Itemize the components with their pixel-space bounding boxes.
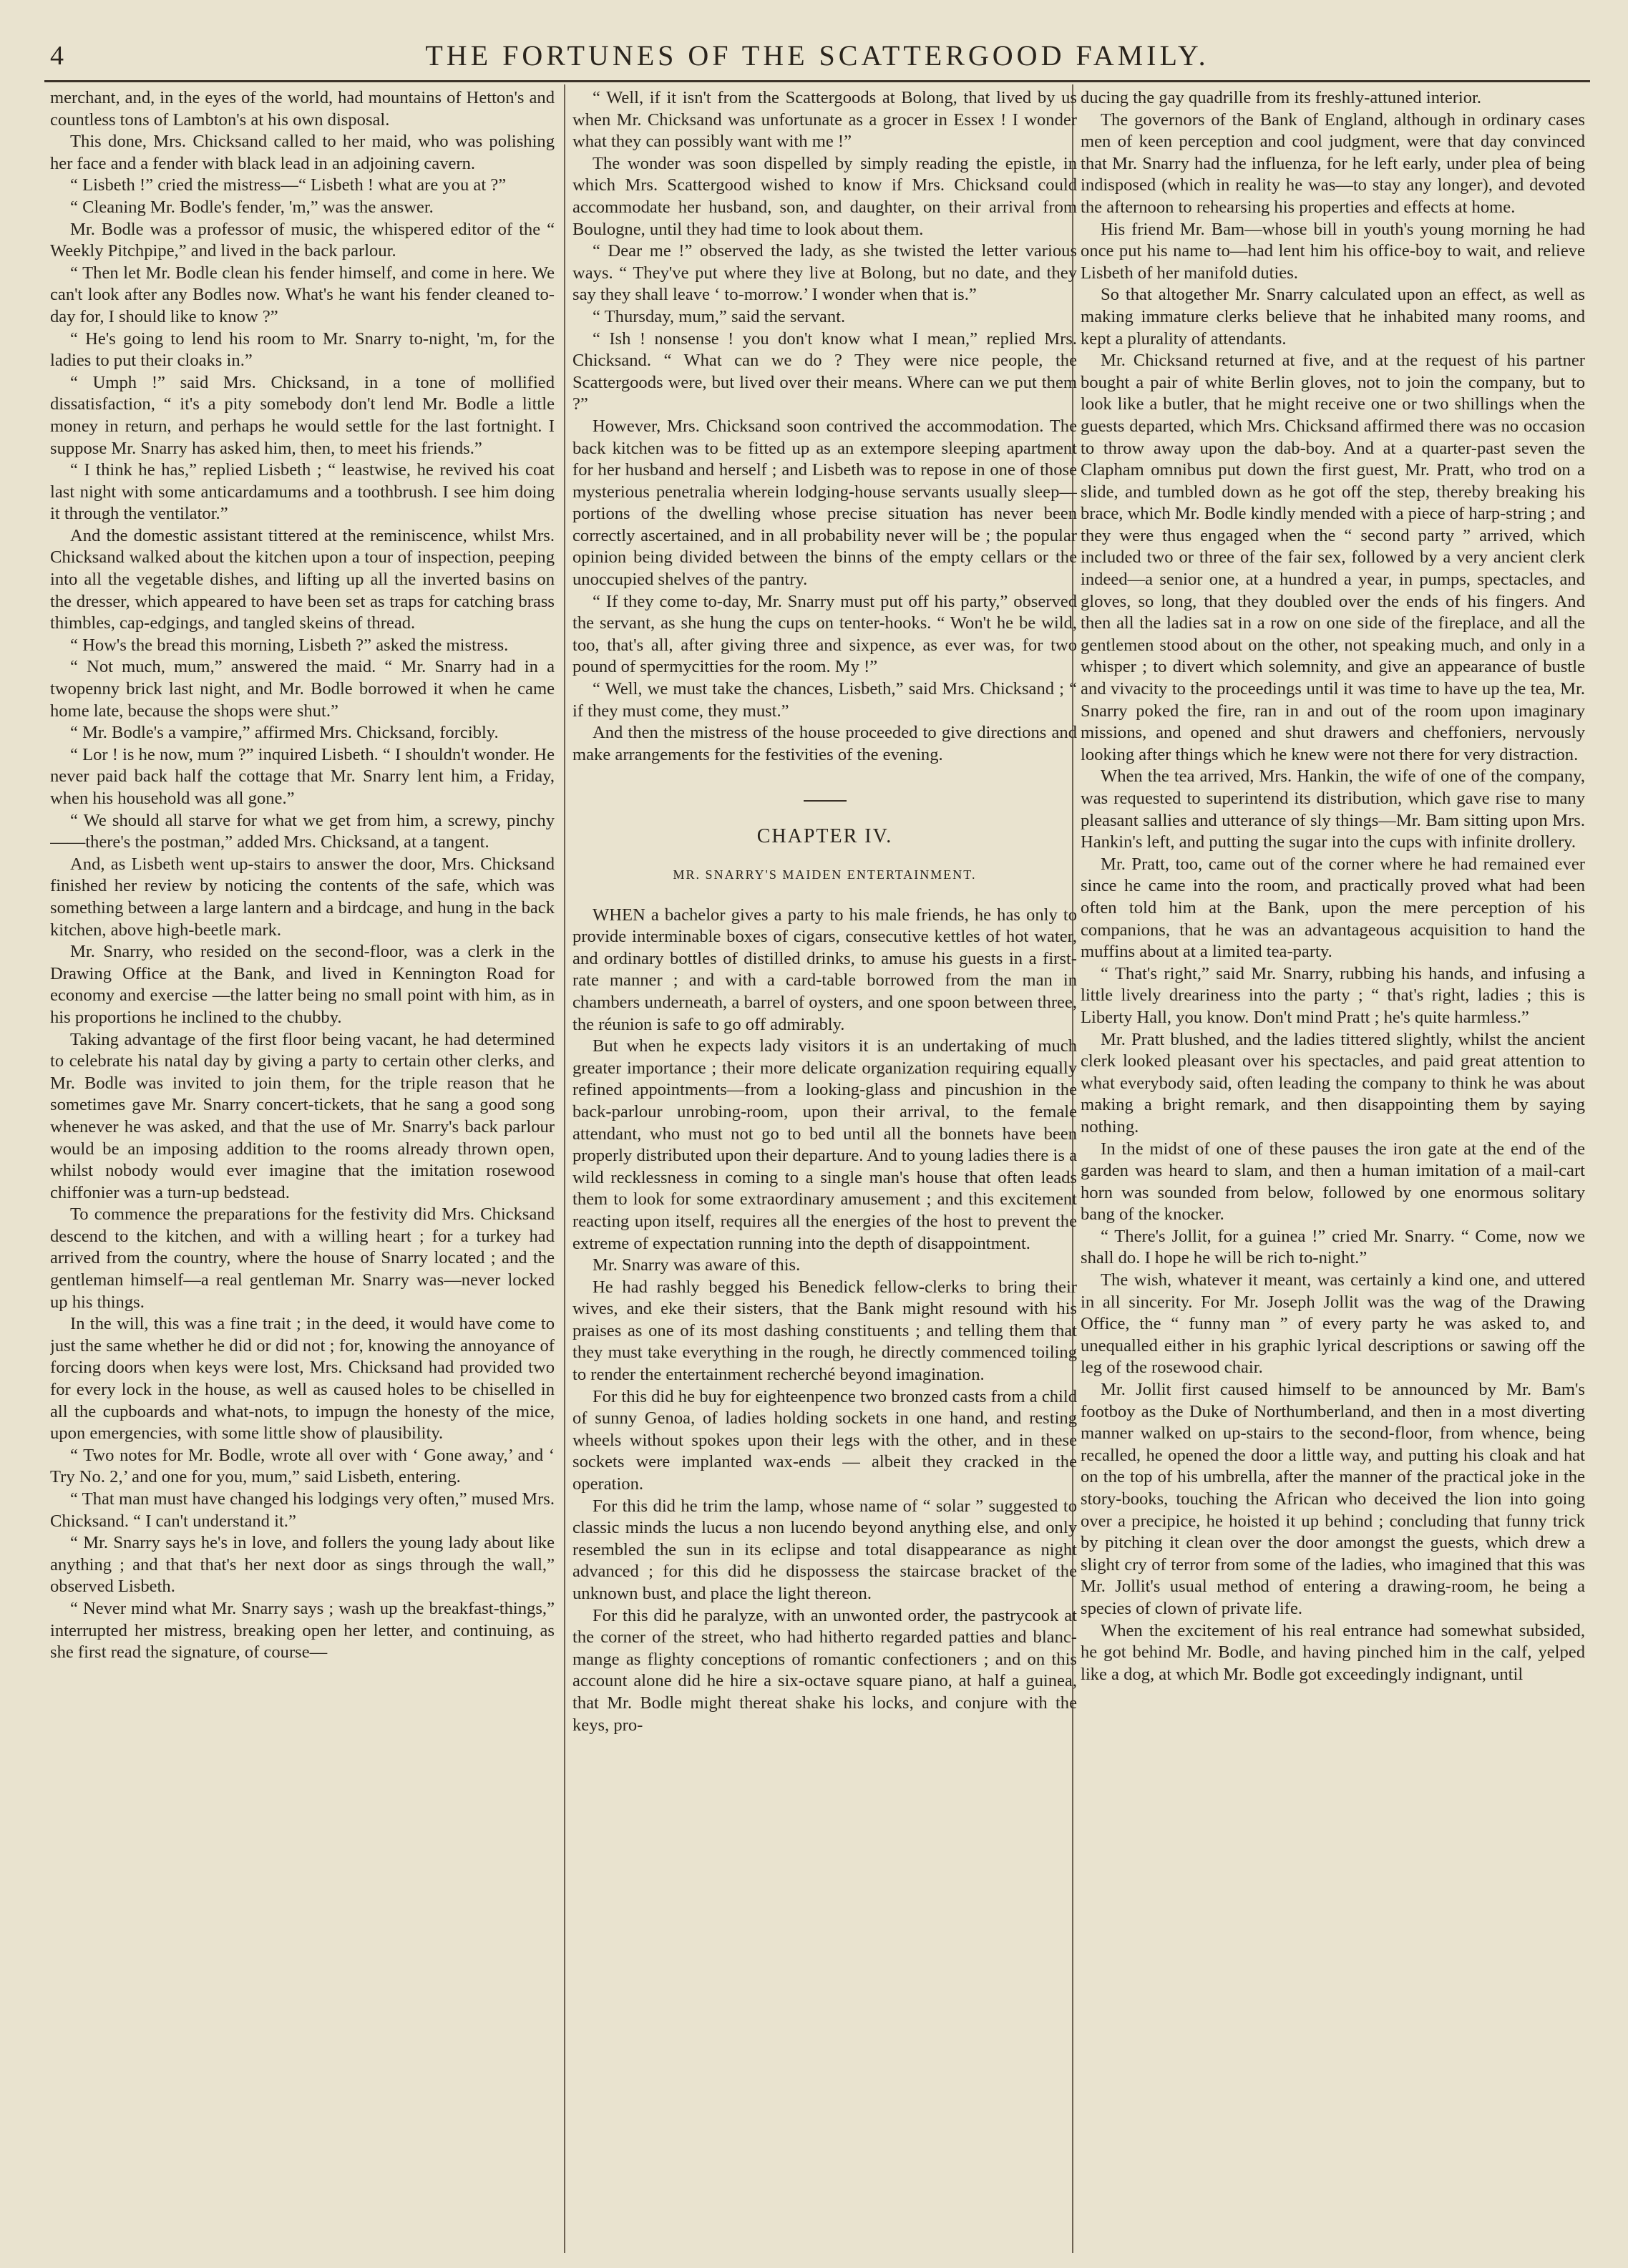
paragraph: Mr. Snarry was aware of this.	[593, 1255, 801, 1275]
column-rule	[564, 84, 565, 2253]
page-number: 4	[50, 41, 64, 71]
paragraph: However, Mrs. Chicksand soon contrived the accommodation. The back kitchen was to be fitted up as an extempore sleeping apartment for her husband and herself ; and Lisbeth was to repose in one of those mysterious penetralia wherein lodging-house servants usually sleep—portions of the dwelling whose precise situation has never been correctly ascertained, and in all probability never will be ; the popular opinion being divided between the binns of the empty cellars or the unoccupied shelves of the pantry.	[572, 416, 1077, 590]
paragraph: “ Then let Mr. Bodle clean his fender himself, and come in here. We can't look after any Bodles now. What's he want his fender cleaned to-day for, I should like to know ?”	[50, 263, 555, 326]
paragraph: Mr. Pratt blushed, and the ladies tittered slightly, whilst the ancient clerk looked pleasant over his spectacles, and paid great attention to what everybody said, often leading the company to think he was about making a bright remark, and then disappointing them by saying nothing.	[1081, 1029, 1585, 1137]
paragraph: “ That man must have changed his lodgings very often,” mused Mrs. Chicksand. “ I can't understand it.”	[50, 1489, 555, 1531]
paragraph: And, as Lisbeth went up-stairs to answer the door, Mrs. Chicksand finished her review by noticing the contents of the safe, which was something between a large lantern and a birdcage, and hung in the back kitchen, above high-beetle mark.	[50, 854, 555, 940]
paragraph: He had rashly begged his Benedick fellow-clerks to bring their wives, and eke their sisters, that the Bank might resound with his praises as one of its most dashing constituents ; and telling them that they must take everything in the rough, he directly commenced toiling to render the entertainment recherché beyond imagination.	[572, 1277, 1077, 1385]
paragraph: “ Mr. Bodle's a vampire,” affirmed Mrs. Chicksand, forcibly.	[70, 723, 499, 743]
paragraph: So that altogether Mr. Snarry calculated upon an effect, as well as making immature clerks believe that he inhabited many rooms, and kept a plurality of attendants.	[1081, 285, 1585, 349]
paragraph: In the will, this was a fine trait ; in the deed, it would have come to just the same whether he did or did not ; for, knowing the annoyance of forcing doors when keys were lost, Mrs. Chicksand had provided two for every lock in the house, as well as caused holes to be chiselled in all the cupboards and what-nots, to impugn the honesty of the mice, upon emergencies, with some little show of plausibility.	[50, 1314, 555, 1444]
paragraph: And then the mistress of the house proceeded to give directions and make arrangements for the festivities of the evening.	[572, 723, 1077, 764]
chapter-subtitle: MR. SNARRY'S MAIDEN ENTERTAINMENT.	[673, 867, 977, 882]
paragraph: “ He's going to lend his room to Mr. Snarry to-night, 'm, for the ladies to put their cloaks in.”	[50, 328, 555, 371]
paragraph: For this did he paralyze, with an unwonted order, the pastrycook at the corner of the street, who had hitherto regarded patties and blanc-mange as flighty conceptions of romantic confectioners ; and on this account alone did he hire a six-octave square piano, at half a guinea, that Mr. Bodle might thereat shake his locks, and conjure with the keys, pro-	[572, 1605, 1077, 1735]
paragraph: “ We should all starve for what we get from him, a screwy, pinchy——there's the postman,” added Mrs. Chicksand, at a tangent.	[50, 810, 555, 852]
paragraph: “ I think he has,” replied Lisbeth ; “ leastwise, he revived his coat last night with some anticardamums and a toothbrush. I see him doing it through the ventilator.”	[50, 460, 555, 524]
paragraph: ducing the gay quadrille from its freshly-attuned interior.	[1081, 88, 1482, 107]
paragraph: “ Cleaning Mr. Bodle's fender, 'm,” was the answer.	[70, 197, 434, 217]
paragraph: “ Never mind what Mr. Snarry says ; wash up the breakfast-things,” interrupted her mistress, breaking open her letter, and continuing, as she first read the signature, of course—	[50, 1598, 555, 1663]
page-header	[44, 37, 1590, 82]
paragraph: The wish, whatever it meant, was certainly a kind one, and uttered in all sincerity. For Mr. Joseph Jollit was the wag of the Drawing Office, the “ funny man ” of every party he was asked to, and unequalled either in his graphic lyrical descriptions or sawing off the leg of the rosewood chair.	[1081, 1270, 1585, 1378]
paragraph: The governors of the Bank of England, although in ordinary cases men of keen perception and cool judgment, were that day convinced that Mr. Snarry had the influenza, for he left early, under plea of being indisposed (which in reality he was—to stay any longer), and devoted the afternoon to rehearsing his properties and effects at home.	[1081, 109, 1585, 217]
paragraph: “ Ish ! nonsense ! you don't know what I mean,” replied Mrs. Chicksand. “ What can we do ? They were nice people, the Scattergoods were, but lived over their means. Where can we put them ?”	[572, 328, 1077, 414]
paragraph: For this did he trim the lamp, whose name of “ solar ” suggested to classic minds the lucus a non lucendo beyond anything else, and only resembled the sun in its eclipse and total disappearance as night advanced ; for this did he dispossess the staircase bracket of the unknown bust, and place the light thereon.	[572, 1496, 1077, 1603]
paragraph: “ Lisbeth !” cried the mistress—“ Lisbeth ! what are you at ?”	[70, 175, 507, 195]
paragraph: WHEN a bachelor gives a party to his male friends, he has only to provide interminable boxes of cigars, consecutive kettles of hot water, and ordinary bottles of distilled drinks, to amuse his guests in a first-rate manner ; and with a card-table borrowed from the man in chambers underneath, a barrel of oysters, and one spoon between three, the réunion is safe to go off admirably.	[572, 905, 1077, 1034]
paragraph: When the excitement of his real entrance had somewhat subsided, he got behind Mr. Bodle, and having pinched him in the calf, yelped like a dog, at which Mr. Bodle got exceedingly indignant, until	[1081, 1620, 1585, 1684]
paragraph: “ Lor ! is he now, mum ?” inquired Lisbeth. “ I shouldn't wonder. He never paid back half the cottage that Mr. Snarry lent him, a Friday, when his household was all gone.”	[50, 744, 555, 808]
chapter-title: CHAPTER IV.	[756, 825, 893, 848]
running-title: THE FORTUNES OF THE SCATTERGOOD FAMILY.	[425, 39, 1209, 72]
paragraph: “ There's Jollit, for a guinea !” cried Mr. Snarry. “ Come, now we shall do. I hope he will be rich to-night.”	[1081, 1226, 1585, 1268]
paragraph: merchant, and, in the eyes of the world, had mountains of Hetton's and countless tons of Lambton's at his own disposal.	[50, 88, 555, 130]
paragraph: “ If they come to-day, Mr. Snarry must put off his party,” observed the servant, as she hung the cups on tenter-hooks. “ Won't he be wild, too, that's all, after giving three and sixpence, as ever was, for two pound of spermycitties for the room. My !”	[572, 591, 1077, 677]
paragraph: “ Well, we must take the chances, Lisbeth,” said Mrs. Chicksand ; “ if they must come, they must.”	[572, 679, 1077, 721]
paragraph: Mr. Bodle was a professor of music, the whispered editor of the “ Weekly Pitchpipe,” and lived in the back parlour.	[50, 219, 555, 261]
paragraph: His friend Mr. Bam—whose bill in youth's young morning he had once put his name to—had lent him his office-boy to wait, and relieve Lisbeth of her manifold duties.	[1081, 219, 1585, 283]
column-2	[572, 87, 1077, 2249]
paragraph: This done, Mrs. Chicksand called to her maid, who was polishing her face and a fender with black lead in an adjoining cavern.	[50, 132, 555, 173]
paragraph: To commence the preparations for the festivity did Mrs. Chicksand descend to the kitchen, and with a willing heart ; for a turkey had arrived from the country, where the house of Snarry located ; and the gentleman himself—a real gentleman Mr. Snarry was—never locked up his things.	[50, 1204, 555, 1312]
paragraph: “ Mr. Snarry says he's in love, and follers the young lady about like anything ; and that that's her next door as sings through the wall,” observed Lisbeth.	[50, 1533, 555, 1597]
paragraph: Mr. Chicksand returned at five, and at the request of his partner bought a pair of white Berlin gloves, not to join the company, but to look like a butler, that he might receive one or two shillings when the guests departed, which Mrs. Chicksand affirmed there was no occasion to throw away upon the dab-boy. And at a quarter-past seven the Clapham omnibus put down the first guest, Mr. Pratt, who trod on a slide, and tumbled down as he got off the step, thereby breaking his brace, which Mr. Bodle kindly mended with a piece of harp-string ; and they were thus engaged when the “ second party ” arrived, which included two or three of the fair sex, followed by a very ancient clerk indeed—a senior one, at a hundred a year, in pumps, spectacles, and gloves, so long, that they doubled over the ends of his fingers. And then all the ladies sat in a row on one side of the fireplace, and all the gentlemen stood about on the other, not speaking much, and only in a whisper ; to divert which solemnity, and give an appearance of bustle and vivacity to the proceedings until it was time to have up the tea, Mr. Snarry poked the fire, ran in and out of the room upon imaginary missions, and opened and shut drawers and cheffoniers, nervously looking after things which he knew were not there for very distraction.	[1081, 351, 1585, 764]
paragraph: Taking advantage of the first floor being vacant, he had determined to celebrate his natal day by giving a party to certain other clerks, and Mr. Bodle was invited to join them, for the triple reason that he sometimes gave Mr. Snarry concert-tickets, that he sang a good song whenever he was asked, and that the use of Mr. Snarry's back parlour would be an imposing addition to the rooms already thrown open, whilst nobody would ever imagine that the imitation rosewood chiffonier was a turn-up bedstead.	[50, 1029, 555, 1202]
column-1	[50, 87, 555, 2249]
column-3	[1081, 87, 1585, 2249]
paragraph: Mr. Pratt, too, came out of the corner where he had remained ever since he came into the room, and practically proved what had been often told him at the Bank, upon the mere perception of his companions, that he was an advantageous acquisition to hand the muffins about at a limited tea-party.	[1081, 854, 1585, 962]
paragraph: When the tea arrived, Mrs. Hankin, the wife of one of the company, was requested to superintend its distribution, which gave rise to many pleasant sallies and utterance of sly things—Mr. Bam sitting upon Mrs. Hankin's left, and putting the sugar into the cups with infinite drollery.	[1081, 766, 1585, 852]
paragraph: “ Dear me !” observed the lady, as she twisted the letter various ways. “ They've put where they live at Bolong, but no date, and they say they shall leave ‘ to-morrow.’ I wonder when that is.”	[572, 241, 1077, 305]
paragraph: “ Umph !” said Mrs. Chicksand, in a tone of mollified dissatisfaction, “ it's a pity somebody don't lend Mr. Bodle a little money in return, and perhaps he would settle for the last fortnight. I suppose Mr. Snarry has asked him, then, to meet his friends.”	[50, 372, 555, 458]
paragraph: “ Thursday, mum,” said the servant.	[593, 306, 846, 326]
paragraph: Mr. Snarry, who resided on the second-floor, was a clerk in the Drawing Office at the Bank, and lived in Kennington Road for economy and exercise —the latter being no small point with him, as in his proportions he inclined to the chubby.	[50, 942, 555, 1027]
paragraph: But when he expects lady visitors it is an undertaking of much greater importance ; their more delicate organization requiring equally refined appointments—from a looking-glass and pincushion in the back-parlour unrobing-room, upon their arrival, to the female attendant, who must not go to bed until all the bonnets have been properly distributed upon their departure. And to young ladies there is a wild recklessness in coming to a single man's house that often leads them to look for some extraordinary amusement ; and this excitement reacting upon itself, requires all the energies of the host to prevent the extreme of expectation running into the depth of disappointment.	[572, 1036, 1077, 1253]
paragraph: “ How's the bread this morning, Lisbeth ?” asked the mistress.	[70, 635, 509, 655]
paragraph: “ Well, if it isn't from the Scattergoods at Bolong, that lived by us when Mr. Chicksand was unfortunate as a grocer in Essex ! I wonder what they can possibly want with me !”	[572, 88, 1077, 152]
paragraph: And the domestic assistant tittered at the reminiscence, whilst Mrs. Chicksand walked about the kitchen upon a tour of inspection, peeping into all the vegetable dishes, and lifting up all the inverted basins on the dresser, which appeared to have been set as traps for catching brass thimbles, cap-edgings, and tangled skeins of thread.	[50, 525, 555, 633]
paragraph: The wonder was soon dispelled by simply reading the epistle, in which Mrs. Scattergood wished to know if Mrs. Chicksand could accommodate her husband, son, and daughter, on their arrival from Boulogne, until they had time to look about them.	[572, 153, 1077, 239]
paragraph: Mr. Jollit first caused himself to be announced by Mr. Bam's footboy as the Duke of Northumberland, and then in a most diverting manner walked on up-stairs to the second-floor, from whence, being recalled, he opened the door a little way, and putting his cloak and hat on the top of his umbrella, after the manner of the practical joke in the story-books, touching the African who deceived the lion into going over a precipice, he hoisted it up behind ; concluding that funny trick by pitching it clean over the door amongst the guests, which drew a slight cry of terror from some of the ladies, who imagined that this was Mr. Jollit's usual method of entering a drawing-room, he being a species of clown of private life.	[1081, 1380, 1585, 1618]
paragraph: For this did he buy for eighteenpence two bronzed casts from a child of sunny Genoa, of ladies holding sockets in one hand, and resting wheels without spokes upon their legs with the other, and in these sockets were implanted wax-ends — albeit they cracked in the operation.	[572, 1386, 1077, 1494]
paragraph: “ Two notes for Mr. Bodle, wrote all over with ‘ Gone away,’ and ‘ Try No. 2,’ and one for you, mum,” said Lisbeth, entering.	[50, 1445, 555, 1487]
paragraph: “ Not much, mum,” answered the maid. “ Mr. Snarry had in a twopenny brick last night, and Mr. Bodle borrowed it when he came home late, because the shops were shut.”	[50, 657, 555, 721]
chapter-divider	[804, 800, 847, 802]
paragraph: “ That's right,” said Mr. Snarry, rubbing his hands, and infusing a little lively dreariness into the party ; “ that's right, ladies ; this is Liberty Hall, you know. Don't mind Pratt ; he's quite harmless.”	[1081, 963, 1585, 1027]
paragraph: In the midst of one of these pauses the iron gate at the end of the garden was heard to slam, and then a human imitation of a mail-cart horn was sounded from below, followed by one enormous solitary bang of the knocker.	[1081, 1139, 1585, 1225]
